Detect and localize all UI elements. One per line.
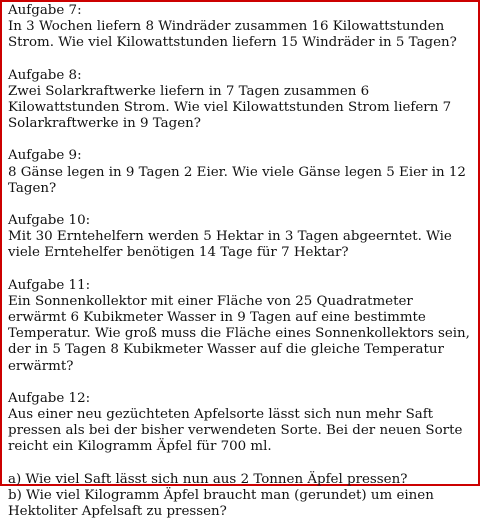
task-11 bbox=[8, 278, 472, 375]
task-7 bbox=[8, 3, 472, 52]
task-title: Aufgabe 8: bbox=[8, 67, 82, 83]
task-title: Aufgabe 10: bbox=[8, 213, 91, 229]
task-12 bbox=[8, 391, 472, 520]
task-title: Aufgabe 7: bbox=[8, 3, 82, 18]
task-text: 8 Gänse legen in 9 Tagen 2 Eier. Wie viele Gänse legen 5 Eier in 12 Tagen? bbox=[8, 164, 466, 196]
task-title: Aufgabe 9: bbox=[8, 148, 82, 164]
task-title: Aufgabe 11: bbox=[8, 277, 91, 293]
task-title: Aufgabe 12: bbox=[8, 390, 91, 406]
subquestions bbox=[8, 472, 472, 520]
task-text: Zwei Solarkraftwerke liefern in 7 Tagen zusammen 6 Kilowattstunden Strom. Wie viel Kilowattstunden Strom liefern 7 Solarkraftwerke in 9 Tagen? bbox=[8, 83, 452, 132]
task-text: Mit 30 Erntehelfern werden 5 Hektar in 3 Tagen abgeerntet. Wie viele Erntehelfer benötigen 14 Tage für 7 Hektar? bbox=[8, 229, 452, 261]
subquestion-a: a) Wie viel Saft lässt sich nun aus 2 Tonnen Äpfel pressen? bbox=[8, 471, 408, 487]
task-8 bbox=[8, 68, 472, 133]
task-text: In 3 Wochen liefern 8 Windräder zusammen 16 Kilowattstunden Strom. Wie viel Kilowattstunden liefern 15 Windräder in 5 Tagen? bbox=[8, 19, 457, 51]
subquestion-b: b) Wie viel Kilogramm Äpfel braucht man (gerundet) um einen Hektoliter Apfelsaft zu pressen? bbox=[8, 487, 434, 520]
task-text: Ein Sonnenkollektor mit einer Fläche von 25 Quadratmeter erwärmt 6 Kubikmeter Wasser in 9 Tagen auf eine bestimmte Temperatur. Wie groß muss die Fläche eines Sonnenkollektors sein, der in 5 Tagen 8 Kubikmeter Wasser auf die gleiche Temperatur erwärmt? bbox=[8, 293, 470, 374]
task-10 bbox=[8, 213, 472, 262]
task-text: Aus einer neu gezüchteten Apfelsorte lässt sich nun mehr Saft pressen als bei der bisher verwendeten Sorte. Bei der neuen Sorte reicht ein Kilogramm Äpfel für 700 ml. bbox=[8, 407, 463, 455]
task-9 bbox=[8, 148, 472, 197]
